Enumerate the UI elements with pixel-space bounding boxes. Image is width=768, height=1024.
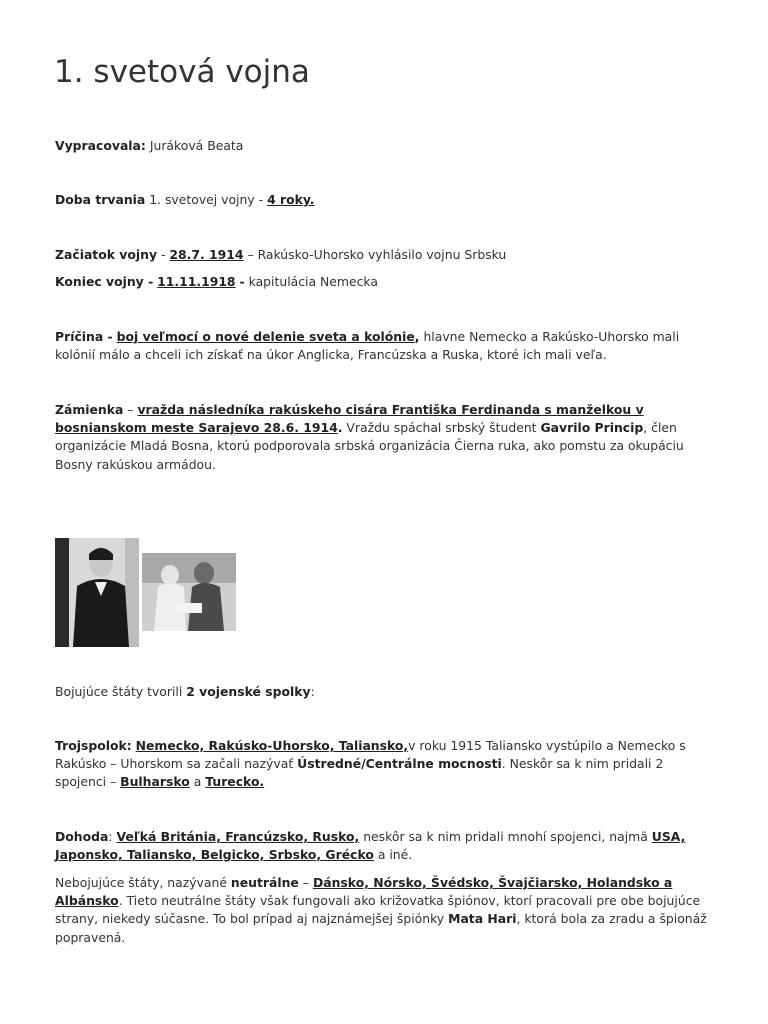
pretext-person: Gavrilo Princip [540,420,644,436]
neutral-label: neutrálne [230,875,299,890]
triple-alliance-and: a [193,774,202,790]
duration-line [55,191,715,209]
pretext-highlight: vražda následníka rakúskeho cisára Františka Ferdinanda s manželkou v bosnianskom meste Sarajevo 28.6. 1914 [55,402,644,436]
entente-text2: a iné. [377,847,413,863]
page-title: 1. svetová vojna [54,54,310,90]
neutral-paragraph [55,874,715,947]
neutral-dash: – [302,875,309,890]
entente-label: Dohoda [55,829,109,844]
end-date: 11.11.1918 [157,274,236,289]
duration-label: Doba trvania [55,192,146,207]
triple-alliance-members: Nemecko, Rakúsko-Uhorsko, Taliansko, [135,738,409,753]
end-line [55,273,715,291]
start-date: 28.7. 1914 [169,247,244,262]
entente-text1: neskôr sa k nim pridali mnohí spojenci, najmä [363,829,648,844]
ally-bulgaria: Bulharsko [120,774,190,790]
neutral-states: Dánsko, Nórsko, Švédsko, Švajčiarsko, Holandsko a Albánsko [55,875,673,909]
neutral-text1: Nebojujúce štáty, nazývané [55,875,227,890]
entente-paragraph [55,828,715,864]
group-photo-graphic [142,553,236,631]
neutral-text3: , ktorá bola za zradu a špionáž popravená. [55,911,707,945]
author-name: Juráková Beata [149,138,244,153]
pretext-period: . [337,420,343,436]
end-label: Koniec vojny - [55,274,154,289]
cause-comma: , [414,329,420,344]
entente-colon: : [108,829,113,844]
start-label: Začiatok vojny [55,247,158,262]
triple-alliance-text2: . Neskôr sa k nim pridali 2 spojenci – [55,756,664,790]
duration-text: 1. svetovej vojny - [149,192,264,207]
pretext-paragraph [55,401,715,474]
group-photo [142,553,236,631]
author-line [55,137,715,155]
alliances-intro-text: Bojujúce štáty tvorili [55,684,183,699]
author-label: Vypracovala: [55,138,146,153]
start-text: – Rakúsko-Uhorsko vyhlásilo vojnu Srbsku [247,247,507,262]
start-sep: - [160,247,166,262]
start-line [55,246,715,264]
triple-alliance-label: Trojspolok: [55,738,132,753]
portrait-photo-graphic [55,538,139,647]
cause-highlight: boj veľmocí o nové delenie sveta a kolónie [116,329,415,344]
end-text: kapitulácia Nemecka [248,274,378,289]
alliances-intro [55,683,715,701]
pretext-text2: , člen organizácie Mladá Bosna, ktorú podporovala srbská organizácia Čierna ruka, ako pomstu za okupáciu Bosny rakúskou armádou. [55,420,684,472]
cause-paragraph [55,328,715,364]
pretext-text1: Vraždu spáchal srbský študent [346,420,537,436]
alliances-intro-highlight: 2 vojenské spolky [186,684,311,699]
central-powers-name: Ústredné/Centrálne mocnosti [297,756,502,772]
end-sep: - [239,274,245,289]
duration-value: 4 roky. [267,192,315,207]
spy-name: Mata Hari [448,911,517,927]
triple-alliance-text1: v roku 1915 Taliansko vystúpilo a Nemecko s Rakúsko – Uhorskom sa začali nazývať [55,738,686,772]
alliances-intro-colon: : [310,684,315,699]
portrait-photo [55,538,139,647]
triple-alliance-paragraph [55,737,715,792]
ally-turkey: Turecko. [205,774,265,790]
pretext-dash: – [127,402,134,417]
entente-members: Veľká Británia, Francúzsko, Rusko, [116,829,360,844]
pretext-label: Zámienka [55,402,124,417]
neutral-text2: . Tieto neutrálne štáty však fungovali ako križovatka špiónov, ktorí pracovali pre obe bojujúce strany, niekedy súčasne. To bol prípad aj najznámejšej špiónky [55,893,701,927]
entente-allies: USA, Japonsko, Taliansko, Belgicko, Srbsko, Grécko [55,829,686,863]
cause-text: hlavne Nemecko a Rakúsko-Uhorsko mali kolónií málo a chceli ich získať na úkor Anglicka, Francúzska a Ruska, ktoré ich mali veľa. [55,329,680,363]
cause-label: Príčina - [55,329,113,344]
